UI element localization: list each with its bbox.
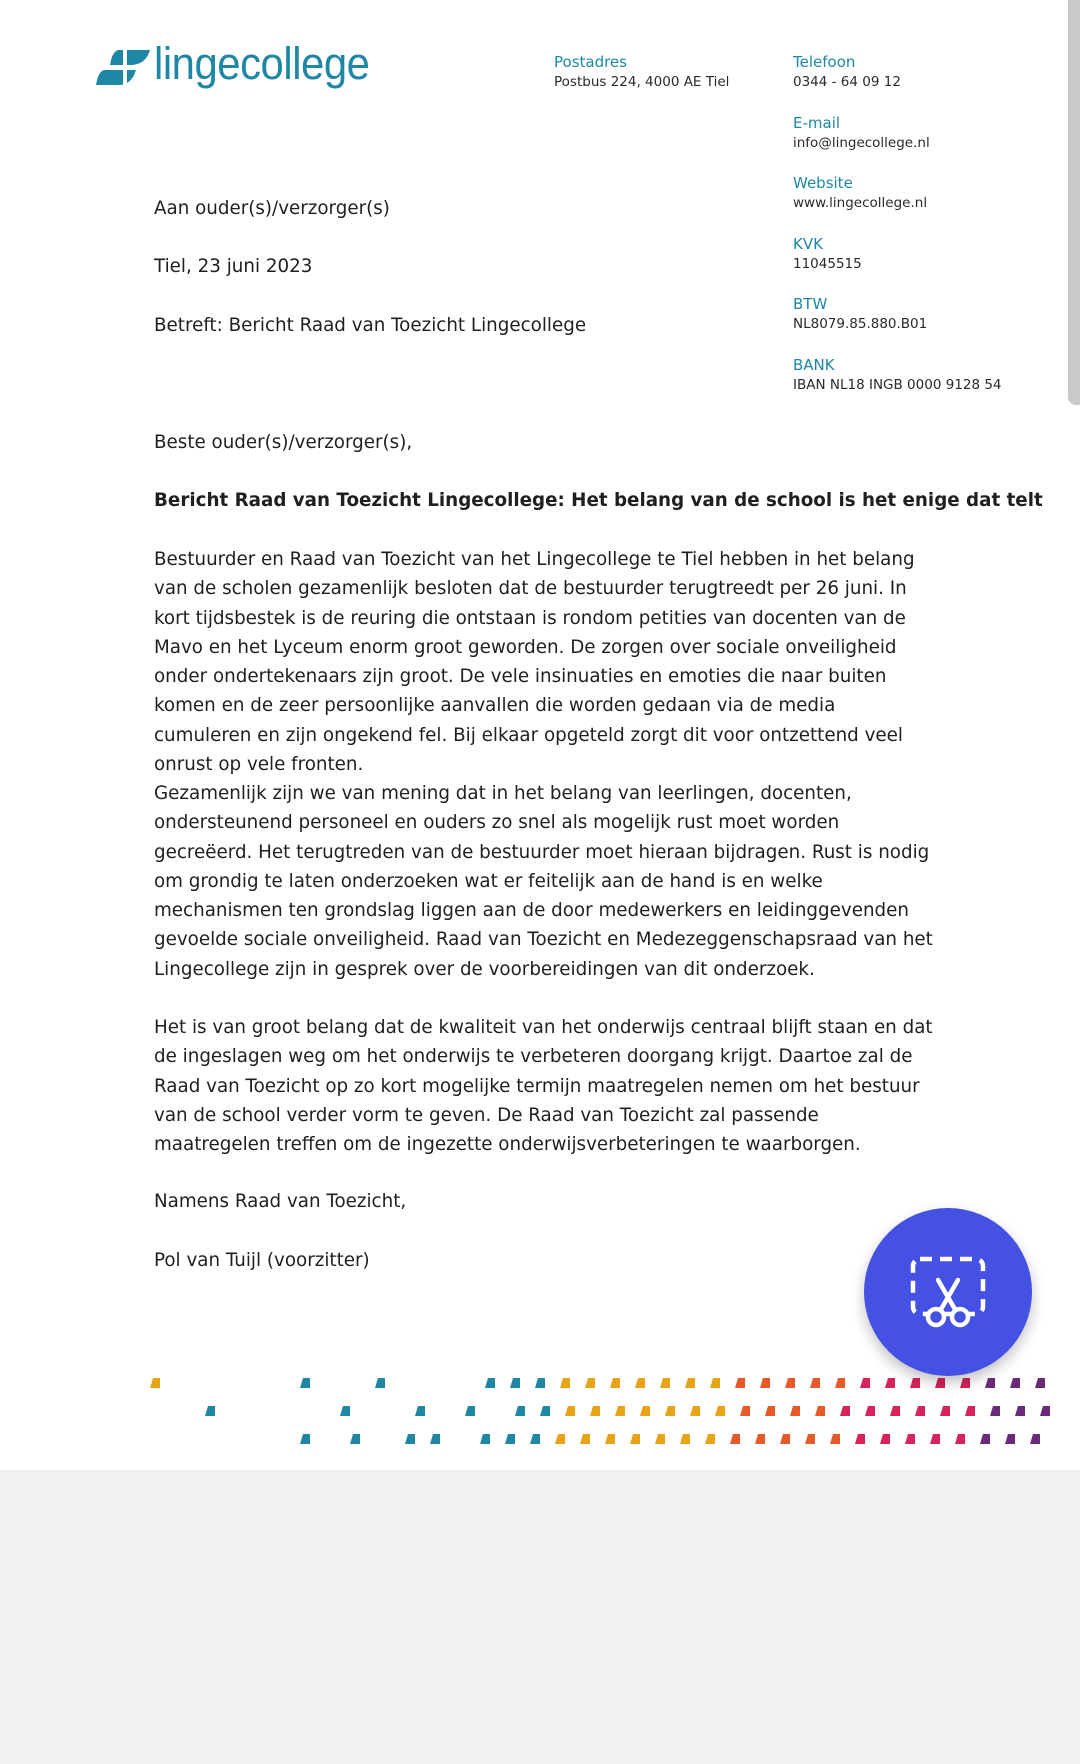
footer-wedge xyxy=(630,1434,640,1444)
footer-wedge xyxy=(765,1406,775,1416)
contact-telefoon xyxy=(793,53,901,91)
contact-label: BANK xyxy=(793,356,835,374)
contact-website xyxy=(793,174,927,212)
footer-wedge xyxy=(835,1378,845,1388)
contact-label: Postadres xyxy=(554,53,627,71)
contact-label: E-mail xyxy=(793,114,841,132)
screenshot-crop-button[interactable] xyxy=(864,1208,1032,1376)
footer-wedge xyxy=(640,1406,650,1416)
footer-wedge xyxy=(935,1378,945,1388)
footer-wedge xyxy=(810,1378,820,1388)
footer-wedge xyxy=(415,1406,425,1416)
footer-wedge xyxy=(705,1434,715,1444)
footer-wedge xyxy=(890,1406,900,1416)
contact-value: 11045515 xyxy=(793,256,862,272)
footer-wedge xyxy=(860,1378,870,1388)
footer-wedge xyxy=(730,1434,740,1444)
footer-wedge xyxy=(585,1378,595,1388)
footer-wedge xyxy=(855,1434,865,1444)
footer-wedge xyxy=(535,1378,545,1388)
contact-postadres xyxy=(554,53,729,91)
footer-wedge xyxy=(840,1406,850,1416)
footer-wedge xyxy=(580,1434,590,1444)
letter-subject: Betreft: Bericht Raad van Toezicht Lingecollege xyxy=(154,315,587,336)
footer-wedge xyxy=(960,1378,970,1388)
footer-wedge xyxy=(760,1378,770,1388)
footer-wedge xyxy=(205,1406,215,1416)
contact-label: Website xyxy=(793,174,853,192)
footer-decoration-pattern xyxy=(150,1370,1060,1450)
contact-label: KVK xyxy=(793,235,823,253)
footer-wedge xyxy=(715,1406,725,1416)
footer-wedge xyxy=(610,1378,620,1388)
footer-wedge xyxy=(805,1434,815,1444)
footer-wedge xyxy=(830,1434,840,1444)
footer-wedge xyxy=(880,1434,890,1444)
footer-wedge xyxy=(1015,1406,1025,1416)
footer-wedge xyxy=(755,1434,765,1444)
footer-wedge xyxy=(690,1406,700,1416)
logo-mark-icon xyxy=(96,48,152,88)
footer-wedge xyxy=(480,1434,490,1444)
footer-wedge xyxy=(1005,1434,1015,1444)
footer-wedge xyxy=(905,1434,915,1444)
contact-kvk xyxy=(793,235,862,273)
footer-wedge xyxy=(665,1406,675,1416)
contact-value: www.lingecollege.nl xyxy=(793,195,928,211)
footer-wedge xyxy=(505,1434,515,1444)
footer-wedge xyxy=(685,1378,695,1388)
footer-wedge xyxy=(615,1406,625,1416)
contact-label: Telefoon xyxy=(793,53,856,71)
footer-wedge xyxy=(990,1406,1000,1416)
footer-wedge xyxy=(590,1406,600,1416)
footer-wedge xyxy=(815,1406,825,1416)
footer-wedge xyxy=(540,1406,550,1416)
footer-wedge xyxy=(965,1406,975,1416)
letter-heading: Bericht Raad van Toezicht Lingecollege: Het belang van de school is het enige dat telt xyxy=(154,490,1043,511)
footer-wedge xyxy=(340,1406,350,1416)
contact-bank xyxy=(793,356,1002,394)
footer-wedge xyxy=(405,1434,415,1444)
contact-btw xyxy=(793,295,927,333)
contact-value: IBAN NL18 INGB 0000 9128 54 xyxy=(793,377,1002,393)
footer-wedge xyxy=(910,1378,920,1388)
footer-wedge xyxy=(865,1406,875,1416)
recipient: Aan ouder(s)/verzorger(s) xyxy=(154,198,390,219)
footer-wedge xyxy=(565,1406,575,1416)
footer-wedge xyxy=(955,1434,965,1444)
footer-wedge xyxy=(515,1406,525,1416)
footer-wedge xyxy=(465,1406,475,1416)
footer-wedge xyxy=(555,1434,565,1444)
contact-value: Postbus 224, 4000 AE Tiel xyxy=(554,74,730,90)
paragraph-3: Het is van groot belang dat de kwaliteit van het onderwijs centraal blijft staan en dat de ingeslagen weg om het onderwijs te verbeteren doorgang krijgt. Daartoe zal de Raad van Toezicht op zo kort mogelijke termijn maatregelen nemen om het bestuur van de school verder vorm te geven. De Raad van Toezicht zal passende maatregelen treffen om de ingezette onderwijsverbeteringen te waarborgen. xyxy=(154,1017,933,1156)
footer-wedge xyxy=(980,1434,990,1444)
contact-label: BTW xyxy=(793,295,828,313)
footer-wedge xyxy=(710,1378,720,1388)
contact-value: NL8079.85.880.B01 xyxy=(793,316,928,332)
footer-wedge xyxy=(985,1378,995,1388)
footer-wedge xyxy=(790,1406,800,1416)
screenshot-crop-scissors-icon xyxy=(910,1256,986,1328)
footer-wedge xyxy=(915,1406,925,1416)
footer-wedge xyxy=(1030,1434,1040,1444)
footer-wedge xyxy=(375,1378,385,1388)
footer-wedge xyxy=(605,1434,615,1444)
paragraph-1: Bestuurder en Raad van Toezicht van het Lingecollege te Tiel hebben in het belang van de scholen gezamenlijk besloten dat de bestuurder terugtreedt per 26 juni. In kort tijdsbestek is de reuring die ontstaan is rondom petities van docenten van de Mavo en het Lyceum enorm groot geworden. De zorgen over sociale onveiligheid onder ondertekenaars zijn groot. De vele insinuaties en emoties die naar buiten komen en de zeer persoonlijke aanvallen die worden gedaan via de media cumuleren en zijn ongekend fel. Bij elkaar opgeteld zorgt dit voor ontzettend veel onrust op vele fronten. xyxy=(154,549,915,776)
footer-wedge xyxy=(635,1378,645,1388)
footer-wedge xyxy=(740,1406,750,1416)
contact-value: 0344 - 64 09 12 xyxy=(793,74,901,90)
footer-wedge xyxy=(150,1378,160,1388)
contact-value: info@lingecollege.nl xyxy=(793,135,930,151)
footer-wedge xyxy=(785,1378,795,1388)
footer-wedge xyxy=(430,1434,440,1444)
signature: Pol van Tuijl (voorzitter) xyxy=(154,1250,370,1271)
footer-wedge xyxy=(660,1378,670,1388)
footer-wedge xyxy=(655,1434,665,1444)
footer-wedge xyxy=(1035,1378,1045,1388)
footer-wedge xyxy=(735,1378,745,1388)
contact-email xyxy=(793,114,930,152)
scrollbar-thumb[interactable] xyxy=(1068,0,1080,405)
footer-wedge xyxy=(510,1378,520,1388)
salutation: Beste ouder(s)/verzorger(s), xyxy=(154,432,413,453)
logo-wordmark: lingecollege xyxy=(154,38,370,89)
footer-wedge xyxy=(300,1434,310,1444)
footer-wedge xyxy=(1010,1378,1020,1388)
footer-wedge xyxy=(940,1406,950,1416)
footer-wedge xyxy=(350,1434,360,1444)
closing: Namens Raad van Toezicht, xyxy=(154,1191,407,1212)
footer-wedge xyxy=(530,1434,540,1444)
footer-wedge xyxy=(680,1434,690,1444)
letter-date: Tiel, 23 juni 2023 xyxy=(154,256,313,277)
footer-wedge xyxy=(885,1378,895,1388)
footer-wedge xyxy=(1040,1406,1050,1416)
footer-wedge xyxy=(300,1378,310,1388)
paragraph-2: Gezamenlijk zijn we van mening dat in het belang van leerlingen, docenten, ondersteunend personeel en ouders zo snel als mogelijk rust moet worden gecreëerd. Het terugtreden van de bestuurder moet hieraan bijdragen. Rust is nodig om grondig te laten onderzoeken wat er feitelijk aan de hand is en welke mechanismen ten grondslag liggen aan de door medewerkers en leidinggevenden gevoelde sociale onveiligheid. Raad van Toezicht en Medezeggenschapsraad van het Lingecollege zijn in gesprek over de voorbereidingen van dit onderzoek. xyxy=(154,783,933,980)
footer-wedge xyxy=(560,1378,570,1388)
footer-wedge xyxy=(780,1434,790,1444)
footer-wedge xyxy=(485,1378,495,1388)
footer-wedge xyxy=(930,1434,940,1444)
